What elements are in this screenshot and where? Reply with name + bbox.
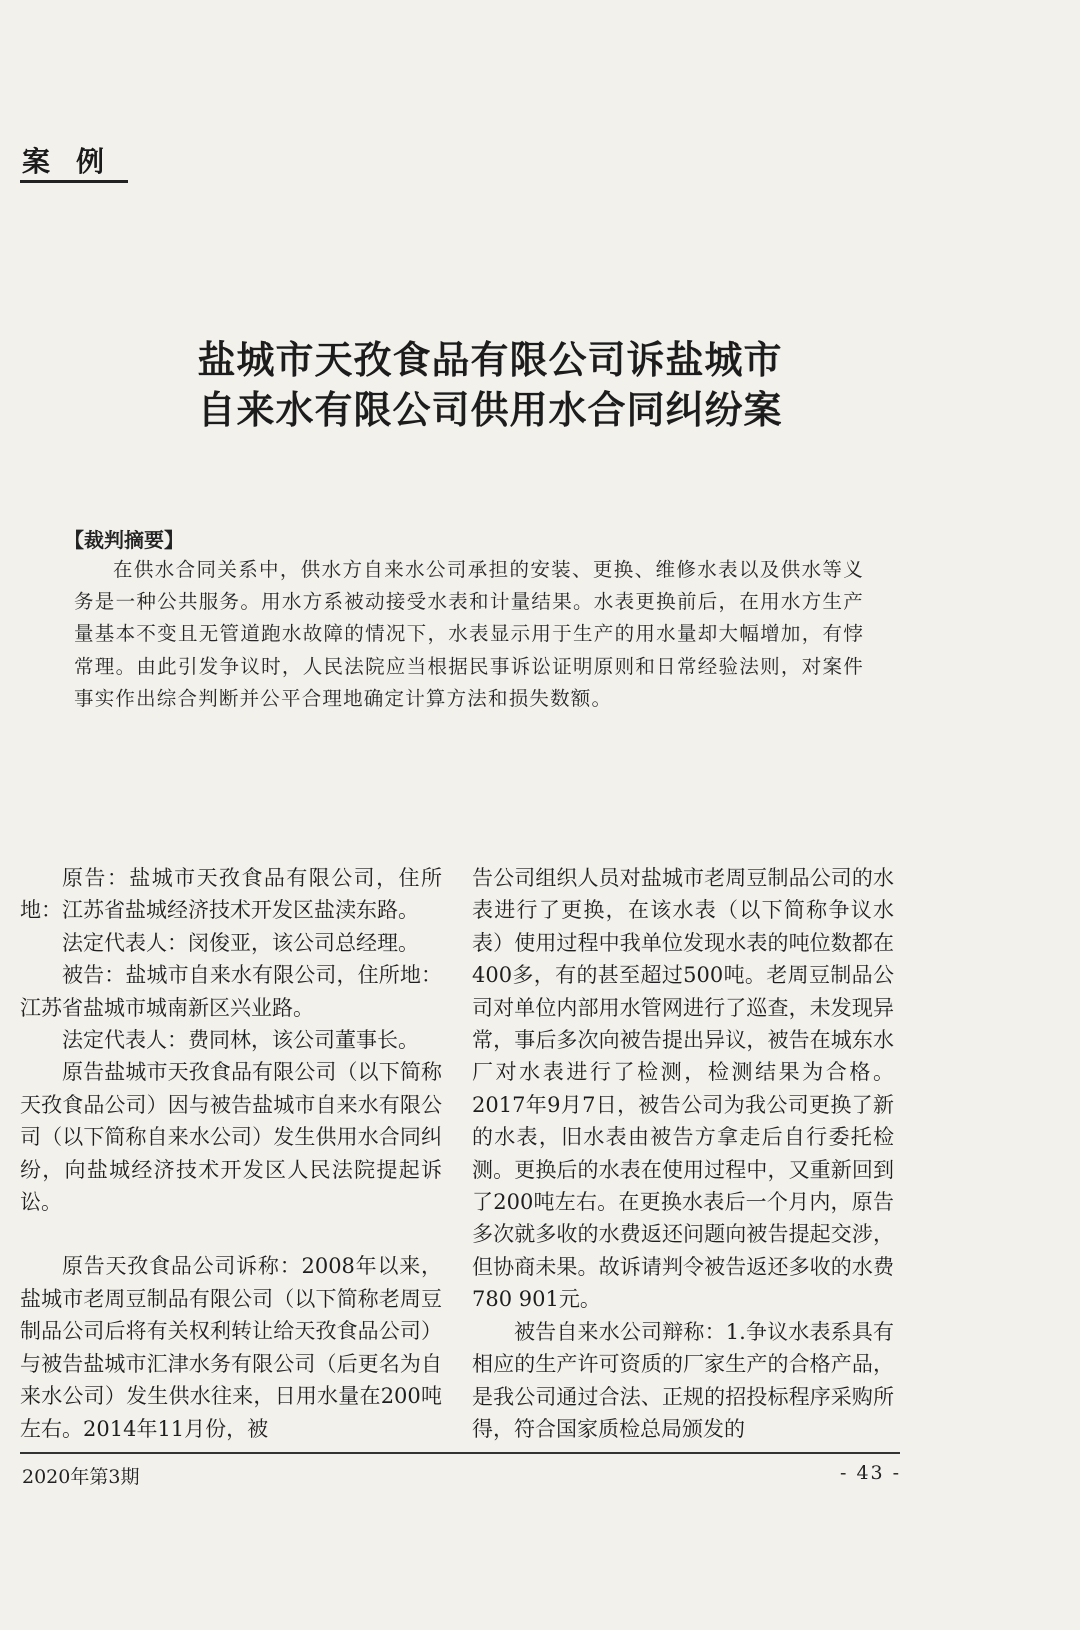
title-line-1: 盐城市天孜食品有限公司诉盐城市: [197, 338, 783, 382]
paragraph-defendant: 被告：盐城市自来水有限公司，住所地：江苏省盐城市城南新区兴业路。: [20, 963, 442, 1020]
issue-label: 2020年第3期: [22, 1466, 140, 1488]
paragraph-claim-continued: 告公司组织人员对盐城市老周豆制品公司的水表进行了更换，在该水表（以下简称争议水表）使用过程中我单位发现水表的吨位数都在400多，有的甚至超过500吨。老周豆制品公司对单位内部用水管网进行了巡查，未发现异常，事后多次向被告提出异议，被告在城东水厂对水表进行了检测，检测结果为合格。2017年9月7日，被告公司为我公司更换了新的水表，旧水表由被告方拿走后自行委托检测。更换后的水表在使用过程中，又重新回到了200吨左右。在更换水表后一个月内，原告多次就多收的水费返还问题向被告提起交涉，但协商未果。故诉请判令被告返还多收的水费780 901元。: [472, 866, 894, 1312]
paragraph-plaintiff: 原告：盐城市天孜食品有限公司，住所地：江苏省盐城经济技术开发区盐渎东路。: [20, 866, 442, 923]
title-line-2: 自来水有限公司供用水合同纠纷案: [197, 388, 783, 432]
paragraph-case-intro: 原告盐城市天孜食品有限公司（以下简称天孜食品公司）因与被告盐城市自来水有限公司（以下简称自来水公司）发生供用水合同纠纷，向盐城经济技术开发区人民法院提起诉讼。: [20, 1060, 442, 1215]
right-column: [472, 862, 894, 1445]
article-title: [80, 335, 900, 435]
paragraph-defense: 被告自来水公司辩称：1.争议水表系具有相应的生产许可资质的厂家生产的合格产品，是我公司通过合法、正规的招投标程序采购所得，符合国家质检总局颁发的: [472, 1319, 894, 1441]
abstract-text: 在供水合同关系中，供水方自来水公司承担的安装、更换、维修水表以及供水等义务是一种公共服务。用水方系被动接受水表和计量结果。水表更换前后，在用水方生产量基本不变且无管道跑水故障的情况下，水表显示用于生产的用水量却大幅增加，有悖常理。由此引发争议时，人民法院应当根据民事诉讼证明原则和日常经验法则，对案件事实作出综合判断并公平合理地确定计算方法和损失数额。: [74, 558, 864, 710]
footer-rule: [20, 1452, 900, 1454]
paragraph-plaintiff-rep: 法定代表人：闵俊亚，该公司总经理。: [62, 930, 419, 955]
section-underline: [20, 180, 128, 183]
abstract-heading: 【裁判摘要】: [64, 528, 184, 552]
paragraph-defendant-rep: 法定代表人：费同林，该公司董事长。: [62, 1028, 419, 1053]
paragraph-plaintiff-claim: 原告天孜食品公司诉称：2008年以来，盐城市老周豆制品有限公司（以下简称老周豆制品公司后将有关权利转让给天孜食品公司）与被告盐城市汇津水务有限公司（后更名为自来水公司）发生供水往来，日用水量在200吨左右。2014年11月份，被: [20, 1254, 442, 1441]
section-label: 案例: [22, 145, 131, 178]
left-column: [20, 862, 442, 1445]
page-number: - 43 -: [840, 1462, 902, 1484]
paragraph-gap: [20, 1218, 442, 1250]
